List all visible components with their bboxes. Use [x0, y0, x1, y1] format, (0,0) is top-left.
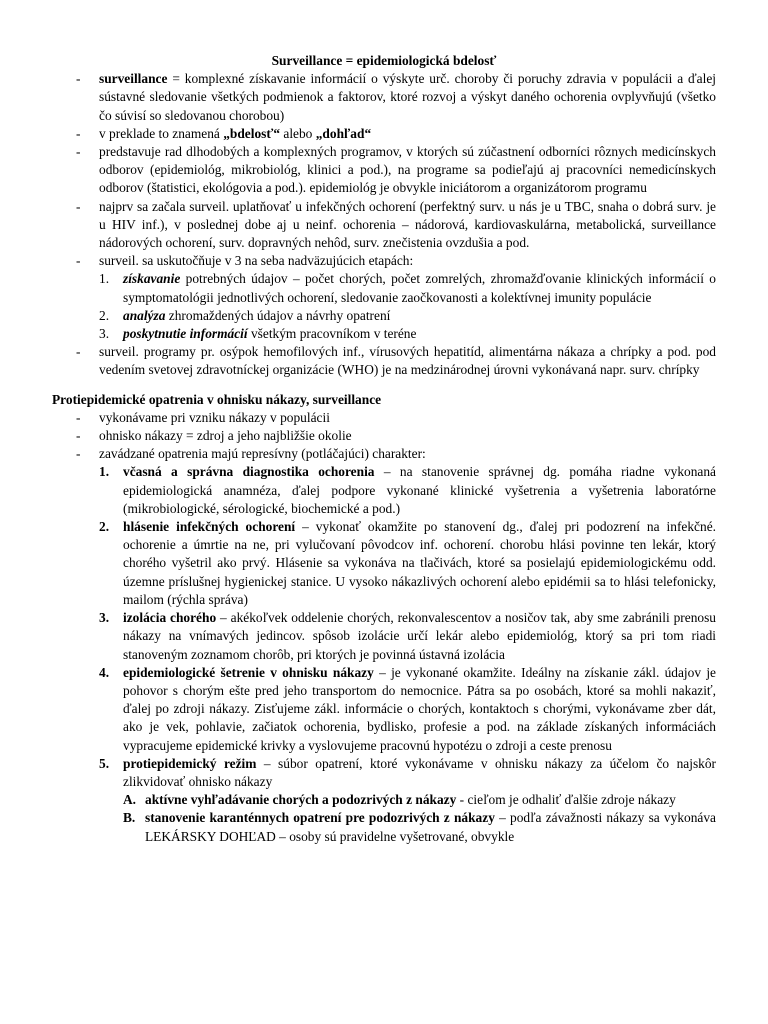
- item-text: surveil. sa uskutočňuje v 3 na seba nadväzujúcich etapách:: [99, 253, 414, 269]
- item-text: - cieľom je odhaliť ďalšie zdroje nákazy: [456, 792, 676, 808]
- list-item: [52, 252, 716, 343]
- item-text: – na stanovenie správnej dg. pomáha riadne vykonaná epidemiologická anamnéza, ďalej podpore vykonané klinické vyšetrenia a vyšetrenia laboratórne (mikrobiologické, sérologické, biochemické a pod.): [123, 464, 716, 516]
- term-bold-italic: analýza: [123, 307, 166, 323]
- term-bold: surveillance: [99, 71, 168, 87]
- item-text: predstavuje rad dlhodobých a komplexných programov, v ktorých sú zúčastnení odborníci rôznych medicínskych odborov (epidemiológ, mikrobiológ, klinici a pod.), na programe sa podieľajú aj pracovníci nemedicínskych odborov (štatistici, ekológovia a pod.). epidemiológ je obvykle iniciátorom a organizátorom programu: [99, 144, 716, 196]
- list-item: [52, 70, 716, 125]
- item-text: – akékoľvek oddelenie chorých, rekonvalescentov a nosičov tak, aby sme zabránili prenosu nákazy na vnímavých jedincov. spôsob izolácie určí lekár alebo epidemiológ, ktorý sa pri tom riadi stanoveným zoznamom chorôb, pri ktorých je povinná ústavná izolácia: [123, 610, 716, 662]
- item-text: – súbor opatrení, ktoré vykonávame v ohnisku nákazy za účelom čo najskôr zlikvidovať ohnisko nákazy: [123, 755, 717, 789]
- list-item: [52, 445, 716, 845]
- term-bold-italic: poskytnutie informácií: [123, 326, 248, 342]
- stage-item: [99, 307, 716, 325]
- surveillance-list: [52, 70, 716, 379]
- stage-item: [99, 270, 716, 306]
- item-text: všetkým pracovníkom v teréne: [247, 326, 417, 342]
- list-item: [52, 427, 716, 445]
- item-letter: B.: [123, 810, 136, 826]
- term-bold: „bdelosť“: [223, 125, 281, 141]
- term-bold: „dohľad“: [315, 125, 372, 141]
- item-text: – je vykonané okamžite. Ideálny na získanie zákl. údajov je pohovor s chorým ešte pred jeho transportom do nemocnice. Pátra sa po osobách, ktoré sa mohli nakaziť, ďalej po zdroji nákazy. Zisťujeme zákl. informácie o chorých, kontaktoch s chorými, vykonávame zber dát, ako je vek, pohlavie, začiatok ochorenia, bydlisko, profesie a pod. na základe získaných informáciách vypracujeme epidemické krivky a vyslovujeme pracovnú hypotézu o zdroji a ceste prenosu: [123, 664, 716, 753]
- item-text: potrebných údajov – počet chorých, počet zomrelých, zhromažďovanie klinických informácií o symptomatológii jednotlivých ochorení, sledovanie zaočkovanosti a kolektívnej imunity populácie: [123, 271, 716, 305]
- page-title: Surveillance = epidemiologická bdelosť: [271, 53, 497, 68]
- list-item: [52, 125, 716, 143]
- item-text: vykonávame pri vzniku nákazy v populácii: [99, 409, 330, 425]
- list-item: [52, 409, 716, 427]
- term-bold: epidemiologické šetrenie v ohnisku nákazy: [123, 664, 374, 680]
- list-item: [52, 343, 716, 379]
- item-number: 1.: [99, 464, 110, 480]
- term-bold: včasná a správna diagnostika ochorenia: [123, 464, 375, 480]
- item-letter: A.: [123, 792, 137, 808]
- list-item: [52, 198, 716, 253]
- item-text: zhromaždených údajov a návrhy opatrení: [165, 307, 391, 323]
- item-text: najprv sa začala surveil. uplatňovať u infekčných ochorení (perfektný surv. u nás je u TBC, snaha o dobrá surv. je u HIV inf.), v poslednej dobe aj u neinf. ochorenia – nádorová, kardiovaskulárna, metabolická, surveillance nádorových ochorení, surv. dopravných nehôd, surv. znečistenia ovzdušia a pod.: [99, 198, 716, 251]
- item-number: 3.: [99, 326, 110, 342]
- measure-item: [99, 463, 716, 518]
- item-number: 2.: [99, 519, 110, 535]
- term-bold: stanovenie karanténnych opatrení pre podozrivých z nákazy: [145, 810, 495, 826]
- list-item: [52, 143, 716, 198]
- stage-item: [99, 325, 716, 343]
- sub-measures-list: [123, 791, 716, 846]
- section-heading: Protiepidemické opatrenia v ohnisku nákazy, surveillance: [52, 391, 382, 407]
- sub-measure-item: [123, 791, 716, 809]
- item-number: 4.: [99, 664, 110, 680]
- item-number: 3.: [99, 610, 110, 626]
- item-text: – vykonať okamžite po stanovení dg., ďalej pri podozrení na infekčné. ochorenie a úmrtie na ne, pri vylučovaní pôvodcov inf. ochorení. chorobu hlási povinne ten lekár, ktorý chorého vyšetril ako prvý. Hlásenie sa vykonáva na tlačivách, ktoré sa posielajú epidemiologickému odd. územne príslušnej hygienickej stanice. U vysoko nákazlivých ochorení alebo epidémii sa to hlási telefonicky, mailom (rýchla správa): [123, 519, 716, 607]
- item-text: surveil. programy pr. osýpok hemofilových inf., vírusových hepatitíd, alimentárna nákaza a chrípky a pod. pod vedením svetovej zdravotníckej organizácie (WHO) je na medzinárodnej úrovni vykonávaná napr. surv. chrípky: [99, 344, 716, 378]
- term-bold: aktívne vyhľadávanie chorých a podozrivých z nákazy: [145, 792, 457, 808]
- term-bold-italic: získavanie: [123, 271, 181, 287]
- measure-item: [99, 609, 716, 664]
- measures-intro-list: [52, 409, 716, 846]
- measure-item: [99, 664, 716, 755]
- item-number: 1.: [99, 271, 110, 287]
- item-text: ohnisko nákazy = zdroj a jeho najbližšie okolie: [99, 428, 352, 444]
- term-bold: hlásenie infekčných ochorení: [123, 519, 296, 535]
- measure-item: [99, 755, 716, 846]
- term-bold: protiepidemický režim: [123, 755, 257, 771]
- item-number: 5.: [99, 755, 110, 771]
- item-text: = komplexné získavanie informácií o výskyte urč. choroby či poruchy zdravia v populácii a ďalej sústavné sledovanie všetkých podmienok a faktorov, ktoré rozvoj a výskyt daného ochorenia ovplyvňujú (všetko čo súvisí so sledovanou chorobou): [99, 71, 716, 123]
- item-text: v preklade to znamená: [99, 125, 224, 141]
- measure-item: [99, 518, 716, 609]
- sub-measure-item: [123, 809, 716, 845]
- item-text: alebo: [280, 125, 316, 141]
- item-number: 2.: [99, 307, 110, 323]
- stages-list: [99, 270, 716, 343]
- item-text: – podľa závažnosti nákazy sa vykonáva LEKÁRSKY DOHĽAD – osoby sú pravidelne vyšetrované, obvykle: [145, 810, 716, 844]
- term-bold: izolácia chorého: [123, 610, 217, 626]
- item-text: zavádzané opatrenia majú represívny (potláčajúci) charakter:: [99, 446, 426, 462]
- measures-list: [99, 463, 716, 845]
